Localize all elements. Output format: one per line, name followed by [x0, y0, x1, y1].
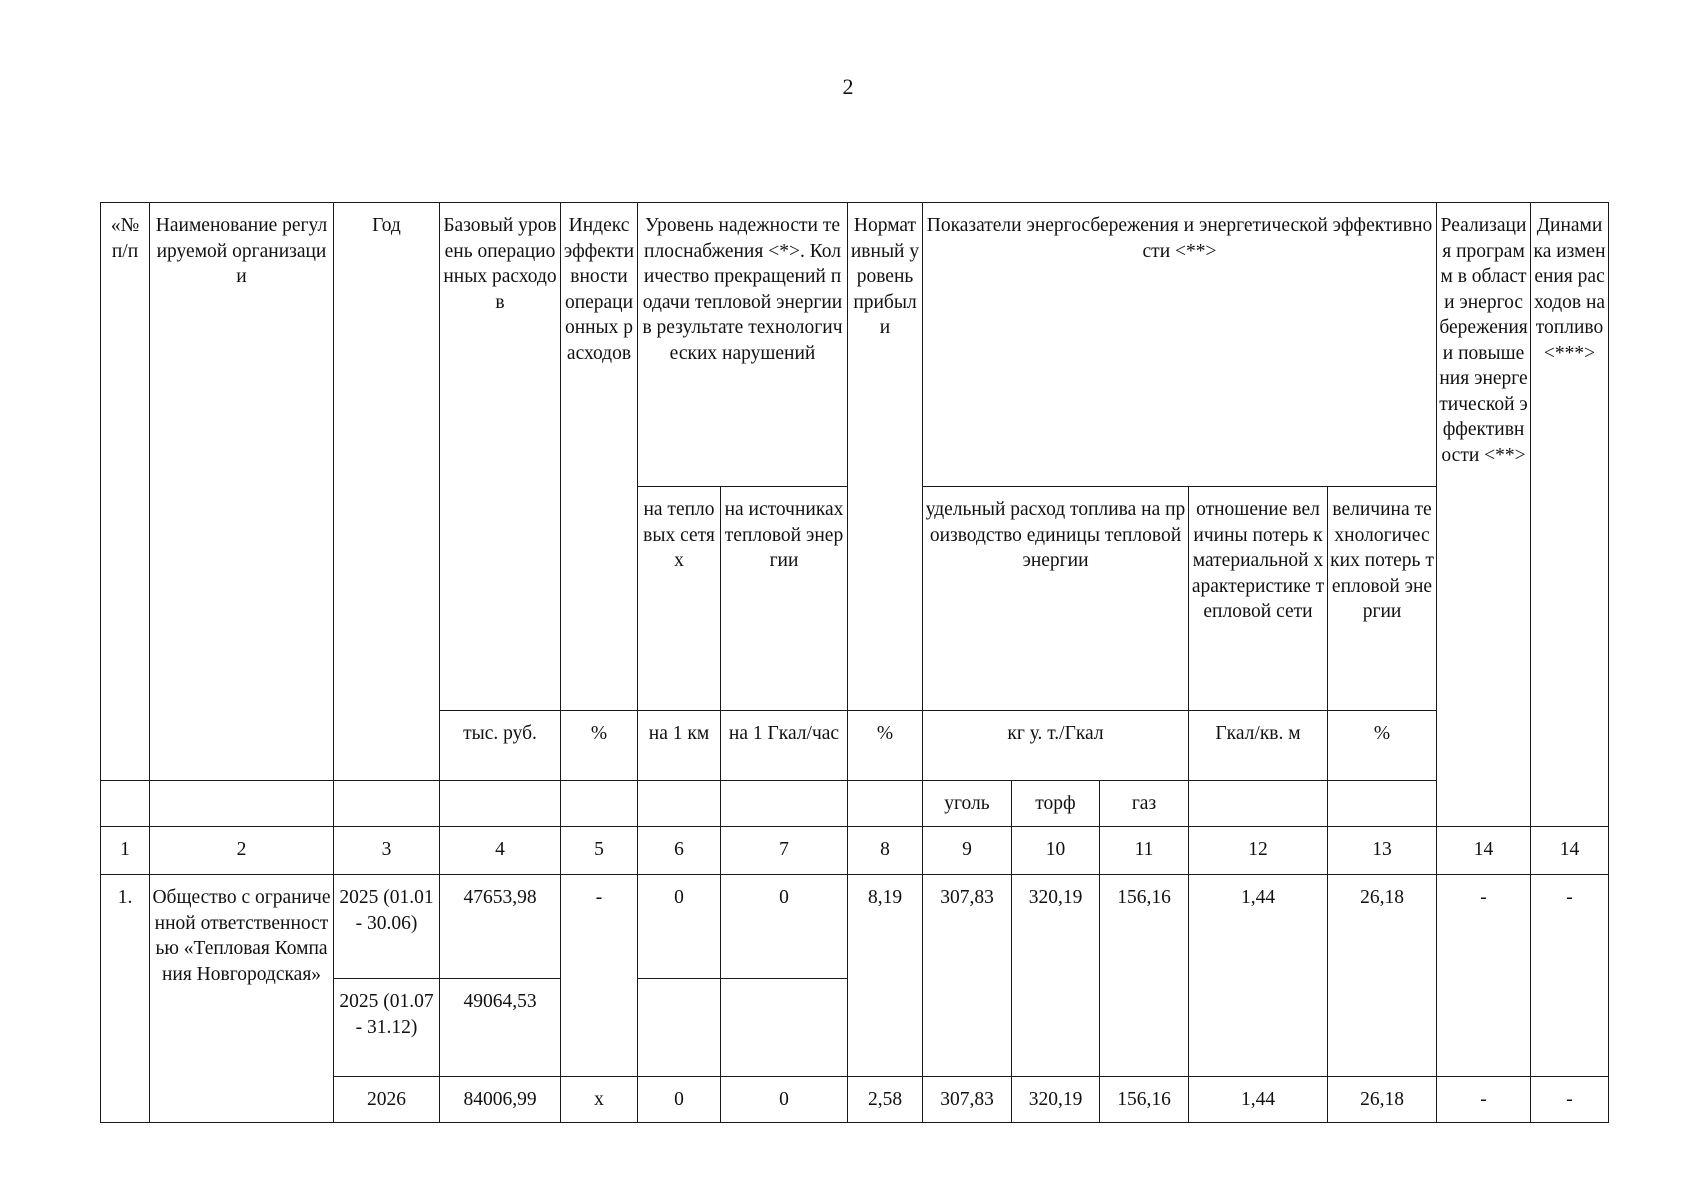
col-index: 10: [1012, 827, 1100, 875]
col-index: 4: [440, 827, 561, 875]
org-number: 1.: [101, 875, 150, 1123]
row-loss-ratio: 1,44: [1189, 875, 1328, 1077]
row-efficiency-index: -: [561, 875, 638, 1077]
row-gas: 156,16: [1100, 1077, 1189, 1123]
unit-heat-sources: на 1 Гкал/час: [721, 711, 848, 781]
col-index: 6: [638, 827, 721, 875]
col-index: 8: [848, 827, 923, 875]
row-efficiency-index: x: [561, 1077, 638, 1123]
col-index: 14: [1437, 827, 1531, 875]
row-year: 2025 (01.01 - 30.06): [334, 875, 440, 979]
col-index: 1: [101, 827, 150, 875]
row-heat-networks: 0: [638, 875, 721, 979]
col-index: 11: [1100, 827, 1189, 875]
row-loss-ratio: 1,44: [1189, 1077, 1328, 1123]
column-index-row: [101, 827, 1609, 875]
unit-profit-level: %: [848, 711, 923, 781]
col-index: 14: [1531, 827, 1609, 875]
col-index: 7: [721, 827, 848, 875]
header-energy-group: Показатели энергосбережения и энергетической эффективности <**>: [923, 203, 1437, 487]
row-heat-sources: 0: [721, 1077, 848, 1123]
header-heat-sources: на источниках тепловой энергии: [721, 487, 848, 711]
row-base-opex: 84006,99: [440, 1077, 561, 1123]
unit-tech-losses: %: [1328, 711, 1437, 781]
row-heat-networks: 0: [638, 1077, 721, 1123]
col-index: 5: [561, 827, 638, 875]
row-tech-losses: 26,18: [1328, 1077, 1437, 1123]
row-fuel-dynamics: -: [1531, 875, 1609, 1077]
header-row-1: [101, 203, 1609, 487]
row-coal: 307,83: [923, 875, 1012, 1077]
unit-fuel-consumption: кг у. т./Гкал: [923, 711, 1189, 781]
col-index: 3: [334, 827, 440, 875]
row-tech-losses: 26,18: [1328, 875, 1437, 1077]
header-fuel-dynamics: Динамика изменения расходов на топливо <***>: [1531, 203, 1609, 827]
col-index: 12: [1189, 827, 1328, 875]
row-profit-level: 2,58: [848, 1077, 923, 1123]
header-fuel-consumption: удельный расход топлива на производство единицы тепловой энергии: [923, 487, 1189, 711]
row-gas: 156,16: [1100, 875, 1189, 1077]
fuel-peat: торф: [1012, 781, 1100, 827]
row-energy-program: -: [1437, 1077, 1531, 1123]
table-row: [101, 875, 1609, 979]
row-profit-level: 8,19: [848, 875, 923, 1077]
unit-heat-networks: на 1 км: [638, 711, 721, 781]
page-number: 2: [842, 74, 854, 99]
header-heat-networks: на тепловых сетях: [638, 487, 721, 711]
row-year: 2026: [334, 1077, 440, 1123]
header-org-name: Наименование регулируемой организации: [150, 203, 334, 781]
row-coal: 307,83: [923, 1077, 1012, 1123]
header-reliability-group: Уровень надежности теплоснабжения <*>. Количество прекращений подачи тепловой энергии в результате технологических нарушений: [638, 203, 848, 487]
col-index: 9: [923, 827, 1012, 875]
row-base-opex: 49064,53: [440, 979, 561, 1077]
header-efficiency-index: Индекс эффективности операционных расходов: [561, 203, 638, 711]
unit-base-opex: тыс. руб.: [440, 711, 561, 781]
row-energy-program: -: [1437, 875, 1531, 1077]
unit-efficiency-index: %: [561, 711, 638, 781]
row-year: 2025 (01.07 - 31.12): [334, 979, 440, 1077]
row-base-opex: 47653,98: [440, 875, 561, 979]
col-index: 13: [1328, 827, 1437, 875]
header-year: Год: [334, 203, 440, 781]
header-num: «№ п/п: [101, 203, 150, 781]
col-index: 2: [150, 827, 334, 875]
row-peat: 320,19: [1012, 1077, 1100, 1123]
fuel-coal: уголь: [923, 781, 1012, 827]
fuel-gas: газ: [1100, 781, 1189, 827]
header-loss-ratio: отношение величины потерь к материальной характеристике тепловой сети: [1189, 487, 1328, 711]
header-base-opex: Базовый уровень операционных расходов: [440, 203, 561, 711]
unit-loss-ratio: Гкал/кв. м: [1189, 711, 1328, 781]
row-peat: 320,19: [1012, 875, 1100, 1077]
row-heat-sources: 0: [721, 875, 848, 979]
tariff-indicators-table: [100, 202, 1609, 1123]
header-energy-program: Реализация программ в области энергосбережения и повышения энергетической эффективности <**>: [1437, 203, 1531, 827]
row-fuel-dynamics: -: [1531, 1077, 1609, 1123]
org-name: Общество с ограниченной ответственностью «Тепловая Компания Новгородская»: [150, 875, 334, 1123]
header-tech-losses: величина технологических потерь тепловой энергии: [1328, 487, 1437, 711]
header-profit-level: Нормативный уровень прибыли: [848, 203, 923, 711]
fuel-type-row: [101, 781, 1609, 827]
